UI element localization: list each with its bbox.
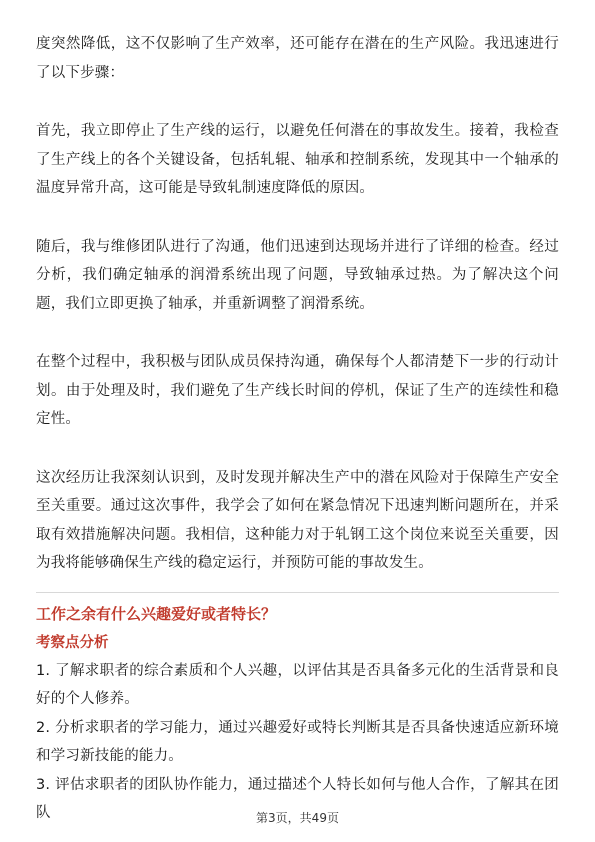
body-paragraph-1: 度突然降低，这不仅影响了生产效率，还可能存在潜在的生产风险。我迅速进行了以下步骤： [36, 36, 559, 81]
section-divider [36, 592, 559, 593]
interview-question: 工作之余有什么兴趣爱好或者特长？ [36, 604, 277, 623]
page-number: 第3页，共49页 [256, 811, 339, 825]
analysis-item-3: 3. 评估求职者的团队协作能力，通过描述个人特长如何与他人合作，了解其在团队 [36, 776, 559, 821]
page-content [36, 30, 559, 828]
analysis-subheading: 考察点分析 [36, 634, 109, 651]
analysis-item-1: 1. 了解求职者的综合素质和个人兴趣，以评估其是否具备多元化的生活背景和良好的个人修养。 [36, 662, 559, 707]
body-paragraph-2: 首先，我立即停止了生产线的运行，以避免任何潜在的事故发生。接着，我检查了生产线上的各个关键设备，包括轧辊、轴承和控制系统，发现其中一个轴承的温度异常升高，这可能是导致轧制速度降低的原因。 [36, 123, 559, 196]
body-paragraph-4: 在整个过程中，我积极与团队成员保持沟通，确保每个人都清楚下一步的行动计划。由于处理及时，我们避免了生产线长时间的停机，保证了生产的连续性和稳定性。 [36, 354, 559, 427]
body-paragraph-3: 随后，我与维修团队进行了沟通，他们迅速到达现场并进行了详细的检查。经过分析，我们确定轴承的润滑系统出现了问题，导致轴承过热。为了解决这个问题，我们立即更换了轴承，并重新调整了润滑系统。 [36, 238, 559, 312]
analysis-item-2: 2. 分析求职者的学习能力，通过兴趣爱好或特长判断其是否具备快速适应新环境和学习新技能的能力。 [36, 719, 559, 764]
body-paragraph-5: 这次经历让我深刻认识到，及时发现并解决生产中的潜在风险对于保障生产安全至关重要。通过这次事件，我学会了如何在紧急情况下迅速判断问题所在，并采取有效措施解决问题。我相信，这种能力对于轧钢工这个岗位来说至关重要，因为我将能够确保生产线的稳定运行，并预防可能的事故发生。 [36, 469, 559, 571]
